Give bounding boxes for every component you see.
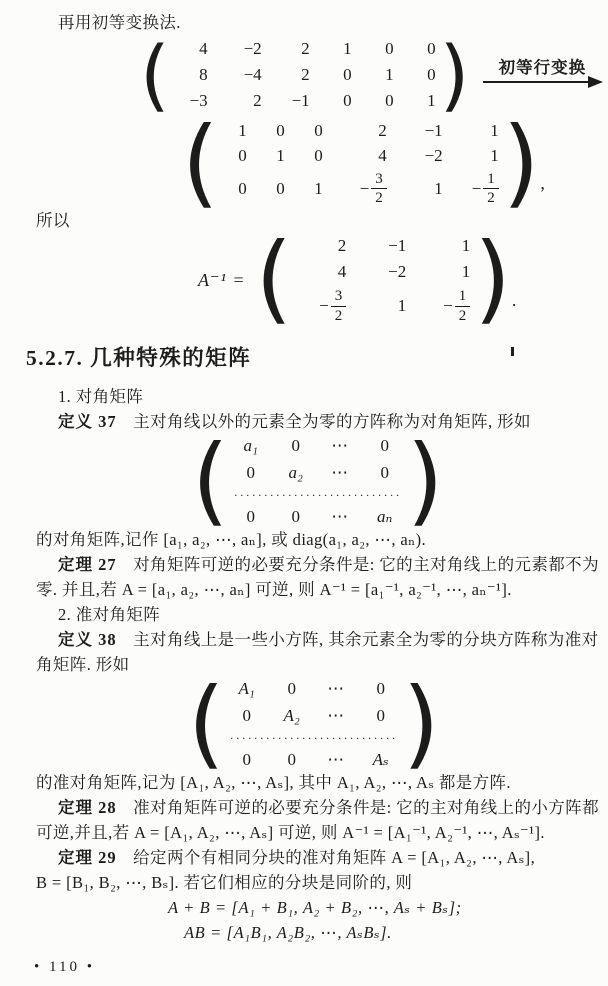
matrix-cell: a₁: [243, 435, 258, 455]
fraction-denominator: 2: [483, 188, 499, 207]
matrix-cell: −1: [388, 236, 407, 256]
matrix-cell: 0: [246, 462, 255, 482]
matrix-grid: [223, 121, 499, 207]
matrix-cell: −2: [424, 145, 443, 165]
matrix-cell: A₂: [283, 705, 300, 725]
matrix-cell: 1: [238, 120, 247, 140]
fraction-sign: −: [471, 178, 482, 198]
matrix-cell: 2: [253, 91, 262, 111]
matrix-cell: 2: [301, 39, 310, 59]
a-inverse-lhs: A⁻¹ =: [198, 269, 246, 290]
matrix-cell: 4: [199, 39, 208, 59]
theorem-29-line2: B = [B₁, B₂, ⋯, Bₛ]. 若它们相应的分块是同阶的, 则: [36, 872, 413, 892]
definition-38-label: 定义 38: [58, 629, 117, 649]
matrix-cell: 0: [238, 145, 247, 165]
matrix-cell: 0: [291, 506, 300, 526]
matrix-cell: 0: [376, 705, 385, 725]
matrix-cell: 2: [301, 65, 310, 85]
suoyi-line: 所以: [36, 211, 70, 231]
matrix-cell: −1: [291, 91, 310, 111]
matrix-cell: 8: [199, 65, 208, 85]
matrix-cell: aₙ: [376, 506, 393, 526]
fraction-denominator: 2: [371, 188, 387, 207]
matrix-cell: 1: [343, 39, 352, 59]
matrix-cell: 0: [242, 749, 251, 769]
fraction-cell: [296, 288, 346, 324]
matrix-cell: 2: [337, 236, 347, 256]
matrix-cell: 0: [238, 178, 247, 198]
matrix-cell: −1: [424, 120, 443, 140]
product-equation: AB = [A₁B₁, A₂B₂, ⋯, AₛBₛ].: [184, 922, 392, 942]
matrix-cell: 4: [337, 262, 347, 282]
matrix-cell: 0: [314, 145, 323, 165]
matrix-cell: 0: [380, 435, 389, 455]
matrix-cell: 0: [343, 91, 352, 111]
matrix-cell: 0: [380, 462, 389, 482]
matrix-cell: 0: [314, 120, 323, 140]
matrix-cell: ⋯: [327, 705, 345, 725]
theorem-28-line1: [58, 795, 608, 820]
fraction-sign: −: [319, 296, 329, 316]
diagonal-notation-line: 的对角矩阵,记作 [a₁, a₂, ⋯, aₙ], 或 diag(a₁, a₂, ⋯, aₙ).: [36, 529, 427, 549]
matrix-cell: 0: [385, 91, 394, 111]
matrix-grid: [174, 39, 436, 111]
matrix-cell: 1: [461, 236, 471, 256]
matrix-cell: −2: [243, 39, 262, 59]
ellipsis-row: ····························: [229, 732, 398, 743]
arrow-label: 初等行变换: [498, 57, 587, 77]
theorem-28-label: 定理 28: [58, 797, 117, 817]
sum-equation: A + B = [A₁ + B₁, A₂ + B₂, ⋯, Aₛ + Bₛ];: [168, 897, 462, 917]
matrix-cell: 1: [434, 178, 443, 198]
reduced-matrix-block: [182, 108, 608, 220]
fraction-stack: [371, 171, 387, 207]
fraction-denominator: 2: [455, 306, 471, 325]
definition-38-line2: 角矩阵. 形如: [36, 654, 130, 674]
fraction-denominator: 2: [331, 306, 347, 325]
trailing-comma: ,: [540, 173, 545, 194]
left-paren: (: [182, 108, 219, 220]
fraction-sign: −: [359, 178, 370, 198]
matrix-cell: ⋯: [331, 435, 349, 455]
matrix-cell: ⋯: [331, 462, 349, 482]
left-paren: (: [192, 425, 229, 537]
left-paren: (: [188, 668, 225, 780]
left-paren: (: [140, 29, 170, 120]
matrix-cell: A₁: [238, 678, 255, 698]
fraction-cell: [422, 288, 470, 324]
theorem-28-line2: 可逆,并且,若 A = [A₁, A₂, ⋯, Aₛ] 可逆, 则 A⁻¹ = [A₁⁻¹, A₂⁻¹, ⋯, Aₛ⁻¹].: [36, 822, 545, 842]
definition-38-text: 主对角线上是一些小方阵, 其余元素全为零的分块方阵称为准对: [133, 629, 599, 649]
right-paren: ): [406, 425, 444, 537]
matrix-cell: 0: [343, 65, 352, 85]
matrix-cell: 1: [385, 65, 394, 85]
reduced-matrix: [182, 108, 540, 220]
matrix-cell: 0: [276, 120, 285, 140]
matrix-cell: Aₛ: [372, 749, 389, 769]
right-paren: ): [502, 108, 540, 220]
block-diagonal-matrix: [188, 668, 440, 780]
intro-line: 再用初等变换法.: [58, 13, 181, 32]
section-heading: 5.2.7. 几种特殊的矩阵: [26, 345, 252, 370]
subsection-2-title: 2. 准对角矩阵: [58, 604, 161, 624]
fraction-stack: [331, 288, 347, 324]
inverse-matrix: [255, 224, 511, 336]
block-diagonal-notation-line: 的准对角矩阵,记为 [A₁, A₂, ⋯, Aₛ], 其中 A₁, A₂, ⋯, Aₛ 都是方阵.: [36, 772, 511, 792]
matrix-cell: 1: [490, 120, 499, 140]
ellipsis-row: ····························: [233, 489, 402, 500]
fraction-stack: [483, 171, 499, 207]
definition-37-line: [58, 409, 608, 434]
left-paren: (: [255, 224, 293, 336]
theorem-29-text: 给定两个有相同分块的准对角矩阵 A = [A₁, A₂, ⋯, Aₛ],: [133, 847, 536, 867]
matrix-cell: 0: [385, 39, 394, 59]
diagonal-matrix-block: [192, 425, 608, 537]
augmented-matrix-block: [140, 29, 608, 120]
matrix-cell: 1: [427, 91, 436, 111]
subsection-1-title: 1. 对角矩阵: [58, 386, 144, 406]
matrix-cell: 1: [314, 178, 323, 198]
right-paren: ): [402, 668, 440, 780]
page-number: • 110 •: [34, 958, 95, 975]
theorem-28-text: 准对角矩阵可逆的必要充分条件是: 它的主对角线上的小方阵都: [133, 797, 599, 817]
matrix-cell: ⋯: [327, 749, 345, 769]
matrix-cell: 0: [287, 678, 296, 698]
inverse-result-block: [198, 224, 608, 336]
matrix-cell: a₂: [288, 462, 303, 482]
matrix-cell: 4: [378, 145, 387, 165]
matrix-cell: 0: [242, 705, 251, 725]
matrix-cell: −4: [243, 65, 262, 85]
fraction-stack: [455, 288, 471, 324]
theorem-29-line1: [58, 845, 608, 870]
matrix-cell: 0: [376, 678, 385, 698]
theorem-27-line1: [58, 552, 608, 577]
matrix-grid: [229, 679, 399, 770]
scan-artifact: [511, 347, 514, 356]
trailing-period: .: [511, 289, 517, 310]
fraction-numerator: 1: [458, 288, 467, 305]
matrix-grid: [296, 236, 470, 324]
matrix-cell: 0: [291, 435, 300, 455]
matrix-cell: 1: [490, 145, 499, 165]
diagonal-matrix: [192, 425, 444, 537]
matrix-cell: 0: [427, 65, 436, 85]
matrix-cell: 1: [397, 296, 407, 316]
definition-38-line1: [58, 627, 608, 652]
right-paren: ): [474, 224, 511, 336]
theorem-27-text: 对角矩阵可逆的必要充分条件是: 它的主对角线上的元素都不为: [133, 554, 599, 574]
matrix-cell: −2: [388, 262, 407, 282]
fraction-sign: −: [443, 296, 453, 316]
matrix-cell: 2: [378, 120, 387, 140]
fraction-cell: [335, 171, 387, 207]
matrix-cell: −3: [189, 91, 208, 111]
matrix-cell: 0: [427, 39, 436, 59]
matrix-cell: 1: [276, 145, 285, 165]
row-transform-arrow-block: [483, 54, 601, 83]
right-paren: ): [439, 29, 470, 120]
definition-37-text: 主对角线以外的元素全为零的方阵称为对角矩阵, 形如: [133, 411, 531, 431]
theorem-29-label: 定理 29: [58, 847, 117, 867]
matrix-cell: 1: [461, 262, 471, 282]
matrix-grid: [233, 436, 403, 527]
matrix-cell: ⋯: [331, 506, 349, 526]
fraction-numerator: 3: [334, 288, 343, 305]
matrix-cell: 0: [287, 749, 296, 769]
block-diagonal-matrix-block: [188, 668, 608, 780]
matrix-cell: ⋯: [327, 678, 345, 698]
definition-37-label: 定义 37: [58, 411, 117, 431]
theorem-27-line2: 零. 并且,若 A = [a₁, a₂, ⋯, aₙ] 可逆, 则 A⁻¹ = [a₁⁻¹, a₂⁻¹, ⋯, aₙ⁻¹].: [36, 579, 512, 599]
fraction-cell: [455, 171, 499, 207]
matrix-cell: 0: [246, 506, 255, 526]
matrix-cell: 0: [276, 178, 285, 198]
fraction-numerator: 1: [487, 170, 495, 187]
right-arrow-icon: [483, 81, 601, 83]
fraction-numerator: 3: [375, 170, 383, 187]
theorem-27-label: 定理 27: [58, 554, 117, 574]
augmented-matrix: [140, 29, 470, 120]
